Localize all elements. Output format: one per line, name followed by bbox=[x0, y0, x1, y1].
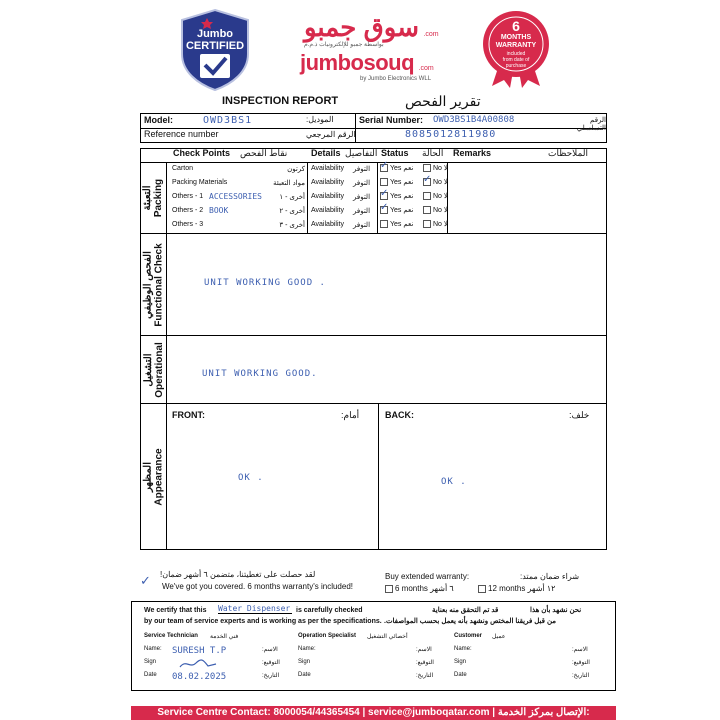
warranty-word: WARRANTY bbox=[495, 42, 537, 49]
sign-field-sign: Sign bbox=[144, 659, 157, 665]
certify-product: Water Dispenser bbox=[218, 604, 291, 613]
status-yes[interactable]: ✓ Yes نعم bbox=[380, 206, 413, 214]
col-remarks-ar: الملاحظات bbox=[548, 148, 588, 158]
status-yes[interactable]: Yes نعم bbox=[380, 178, 413, 186]
footer-text: Service Centre Contact: 8000054/44365454 | service@jumboqatar.com | الإتصال بمركز الخدمة: bbox=[157, 707, 590, 718]
check-row bbox=[167, 163, 606, 177]
sign-field-date: Date bbox=[454, 672, 467, 678]
logo-arabic-com: .com bbox=[423, 31, 439, 38]
back-label-ar: خلف: bbox=[569, 410, 590, 420]
model-serial-table bbox=[140, 113, 607, 143]
tech-signature bbox=[178, 657, 218, 671]
detail-label-ar: التوفر bbox=[353, 166, 371, 173]
front-label-ar: أمام: bbox=[341, 410, 360, 420]
operational-note: UNIT WORKING GOOD. bbox=[202, 369, 318, 379]
sign-field-date: Date bbox=[144, 672, 157, 678]
col-remarks: Remarks bbox=[453, 148, 492, 158]
warranty-check-icon: ✓ bbox=[140, 573, 151, 588]
status-no[interactable]: No لا bbox=[423, 206, 448, 214]
sign-field-name: Name: bbox=[298, 646, 316, 652]
extended-label-ar: شراء ضمان ممتد: bbox=[520, 572, 580, 581]
report-title-ar: تقرير الفحص bbox=[405, 93, 481, 109]
yes-checkbox[interactable] bbox=[380, 164, 388, 172]
warranty-months: MONTHS bbox=[500, 34, 532, 41]
status-yes[interactable]: ✓ Yes نعم bbox=[380, 164, 413, 172]
sign-field-sign: Sign bbox=[298, 659, 311, 665]
sign-field-date-ar: التاريخ: bbox=[262, 673, 280, 679]
sign-field-date: Date bbox=[298, 672, 311, 678]
ref-label-ar: الرقم المرجعي bbox=[306, 130, 356, 139]
model-label-ar: الموديل: bbox=[306, 115, 334, 124]
extended-6-months[interactable]: 6 months ٦ أشهر bbox=[385, 584, 454, 593]
warranty-purchase: purchase bbox=[505, 63, 527, 69]
check-row bbox=[167, 205, 606, 219]
check-point-name: Others - 1 bbox=[172, 193, 204, 200]
status-yes[interactable]: Yes نعم bbox=[380, 220, 413, 228]
check-row bbox=[167, 219, 606, 233]
operational-label: التشغيل Operational bbox=[141, 336, 167, 403]
functional-check-section bbox=[140, 234, 607, 336]
certified-line2: CERTIFIED bbox=[185, 40, 245, 52]
sign-field-sign: Sign bbox=[454, 659, 467, 665]
detail-label: Availability bbox=[311, 221, 344, 228]
back-note: OK . bbox=[441, 477, 467, 487]
warranty-seal bbox=[480, 10, 552, 88]
status-no[interactable]: No لا bbox=[423, 164, 448, 172]
logo-en-text: jumbosouq bbox=[300, 50, 415, 75]
check-point-hand: ACCESSORIES bbox=[209, 192, 262, 201]
status-no[interactable]: No لا bbox=[423, 192, 448, 200]
souq-arabic-logo bbox=[304, 12, 439, 48]
logo-en-com: .com bbox=[418, 65, 434, 72]
check-point-name-ar: كرتون bbox=[287, 166, 305, 173]
jumbo-certified-badge bbox=[178, 8, 252, 92]
detail-label-ar: التوفر bbox=[353, 180, 371, 187]
check-point-hand: BOOK bbox=[209, 206, 229, 215]
check-point-name: Packing Materials bbox=[172, 179, 228, 186]
col-details-ar: التفاصيل bbox=[345, 148, 378, 158]
warranty-number: 6 bbox=[512, 18, 520, 34]
check-point-name-ar: أخرى - ٢ bbox=[279, 208, 305, 215]
no-checkbox[interactable] bbox=[423, 206, 431, 214]
no-checkbox[interactable] bbox=[423, 220, 431, 228]
certify-p2: is carefully checked bbox=[296, 607, 363, 614]
yes-checkbox[interactable] bbox=[380, 206, 388, 214]
col-check-points-ar: نقاط الفحص bbox=[240, 148, 288, 158]
tech-date-value: 08.02.2025 bbox=[172, 672, 227, 682]
appearance-section bbox=[140, 404, 607, 550]
certify-p1: We certify that this bbox=[144, 607, 207, 614]
sign-field-date-ar: التاريخ: bbox=[416, 673, 434, 679]
sign-field-name: Name: bbox=[144, 646, 162, 652]
detail-label-ar: التوفر bbox=[353, 194, 371, 201]
detail-label: Availability bbox=[311, 179, 344, 186]
check-point-name-ar: مواد التعبئة bbox=[273, 180, 305, 187]
sign-field-sign-ar: التوقيع: bbox=[416, 660, 434, 666]
status-no[interactable]: No لا bbox=[423, 220, 448, 228]
check-point-name-ar: أخرى - ١ bbox=[279, 194, 305, 201]
warranty-note-ar: لقد حصلت على تغطيتنا، متضمن ٦ أشهر ضمان! bbox=[160, 570, 316, 579]
detail-label-ar: التوفر bbox=[353, 222, 371, 229]
no-checkbox[interactable] bbox=[423, 192, 431, 200]
no-checkbox[interactable] bbox=[423, 178, 431, 186]
operational-section bbox=[140, 336, 607, 404]
check-point-name: Others - 3 bbox=[172, 221, 204, 228]
appearance-label: المظهر Appearance bbox=[141, 404, 167, 549]
col-check-points: Check Points bbox=[173, 148, 231, 158]
sign-field-name-ar: الاسم: bbox=[572, 647, 588, 653]
detail-label: Availability bbox=[311, 207, 344, 214]
model-label: Model: bbox=[144, 115, 173, 125]
serial-label: Serial Number: bbox=[359, 115, 424, 125]
sign-field-date-ar: التاريخ: bbox=[572, 673, 590, 679]
extended-label: Buy extended warranty: bbox=[385, 572, 470, 581]
col-status: Status bbox=[381, 148, 409, 158]
sign-field-name-ar: الاسم: bbox=[262, 647, 278, 653]
status-yes[interactable]: ✓ Yes نعم bbox=[380, 192, 413, 200]
cust-heading-ar: عميل bbox=[492, 634, 506, 640]
ops-heading-ar: أخصائي التشغيل bbox=[367, 634, 408, 640]
warranty-included: included bbox=[506, 51, 526, 57]
extended-12-months[interactable]: 12 months ١٢ أشهر bbox=[478, 584, 555, 593]
yes-checkbox[interactable] bbox=[380, 220, 388, 228]
ops-heading: Operation Specialist bbox=[298, 633, 357, 639]
ref-value: 8085012811980 bbox=[405, 129, 497, 140]
certify-p3: by our team of service experts and is working as per the specifications. bbox=[144, 618, 382, 625]
back-label: BACK: bbox=[385, 410, 414, 420]
sign-field-sign-ar: التوقيع: bbox=[572, 660, 590, 666]
cust-heading: Customer bbox=[454, 633, 483, 639]
packing-section-label: التعبئة Packing bbox=[141, 162, 167, 233]
certify-ar2: قد تم التحقق منه بعناية bbox=[432, 607, 499, 614]
model-value: OWD3BS1 bbox=[203, 115, 253, 126]
col-status-ar: الحالة bbox=[422, 148, 444, 158]
front-label: FRONT: bbox=[172, 410, 205, 420]
tech-heading: Service Technician bbox=[144, 633, 198, 639]
detail-label: Availability bbox=[311, 193, 344, 200]
packing-check-table bbox=[140, 148, 607, 234]
logo-en-sub: by Jumbo Electronics WLL bbox=[360, 76, 432, 82]
check-point-name: Others - 2 bbox=[172, 207, 204, 214]
logo-arabic-text: سوق جمبو bbox=[304, 12, 419, 42]
sign-field-sign-ar: التوقيع: bbox=[262, 660, 280, 666]
jumbosouq-logo bbox=[300, 50, 434, 82]
yes-checkbox[interactable] bbox=[380, 192, 388, 200]
ref-label: Reference number bbox=[144, 129, 219, 139]
sign-field-name: Name: bbox=[454, 646, 472, 652]
tech-name-value: SURESH T.P bbox=[172, 646, 227, 656]
check-point-name: Carton bbox=[172, 165, 194, 172]
check-point-name-ar: أخرى - ٣ bbox=[279, 222, 305, 229]
certification-box bbox=[131, 601, 616, 691]
certified-line1: Jumbo bbox=[196, 28, 234, 40]
warranty-note-en: We've got you covered. 6 months warranty's included! bbox=[162, 582, 354, 591]
logo-arabic-sub: بواسطة جمبو للإلكترونيات ذ.م.م bbox=[304, 42, 384, 48]
status-no[interactable]: ✓ No لا bbox=[423, 178, 448, 186]
col-details: Details bbox=[311, 148, 341, 158]
detail-label: Availability bbox=[311, 165, 344, 172]
functional-note: UNIT WORKING GOOD . bbox=[204, 278, 326, 288]
certify-ar1: نحن نشهد بأن هذا bbox=[530, 607, 582, 614]
serial-label-ar: الرقم التسلسلي bbox=[576, 117, 606, 132]
no-checkbox[interactable] bbox=[423, 164, 431, 172]
sign-field-name-ar: الاسم: bbox=[416, 647, 432, 653]
front-note: OK . bbox=[238, 473, 264, 483]
functional-label: الفحص الوظيفي Functional Check bbox=[141, 234, 167, 335]
tech-heading-ar: فني الخدمة bbox=[210, 634, 239, 640]
footer-contact-bar bbox=[131, 706, 616, 720]
yes-checkbox[interactable] bbox=[380, 178, 388, 186]
warranty-from: from date of bbox=[502, 57, 530, 63]
serial-value: OWD3BS1B4A00808 bbox=[433, 115, 515, 125]
detail-label-ar: التوفر bbox=[353, 208, 371, 215]
report-title: INSPECTION REPORT bbox=[222, 95, 339, 107]
certify-ar3: من قبل فريقنا المختص ونشهد بأنه يعمل بحسب المواصفات. bbox=[384, 618, 557, 625]
